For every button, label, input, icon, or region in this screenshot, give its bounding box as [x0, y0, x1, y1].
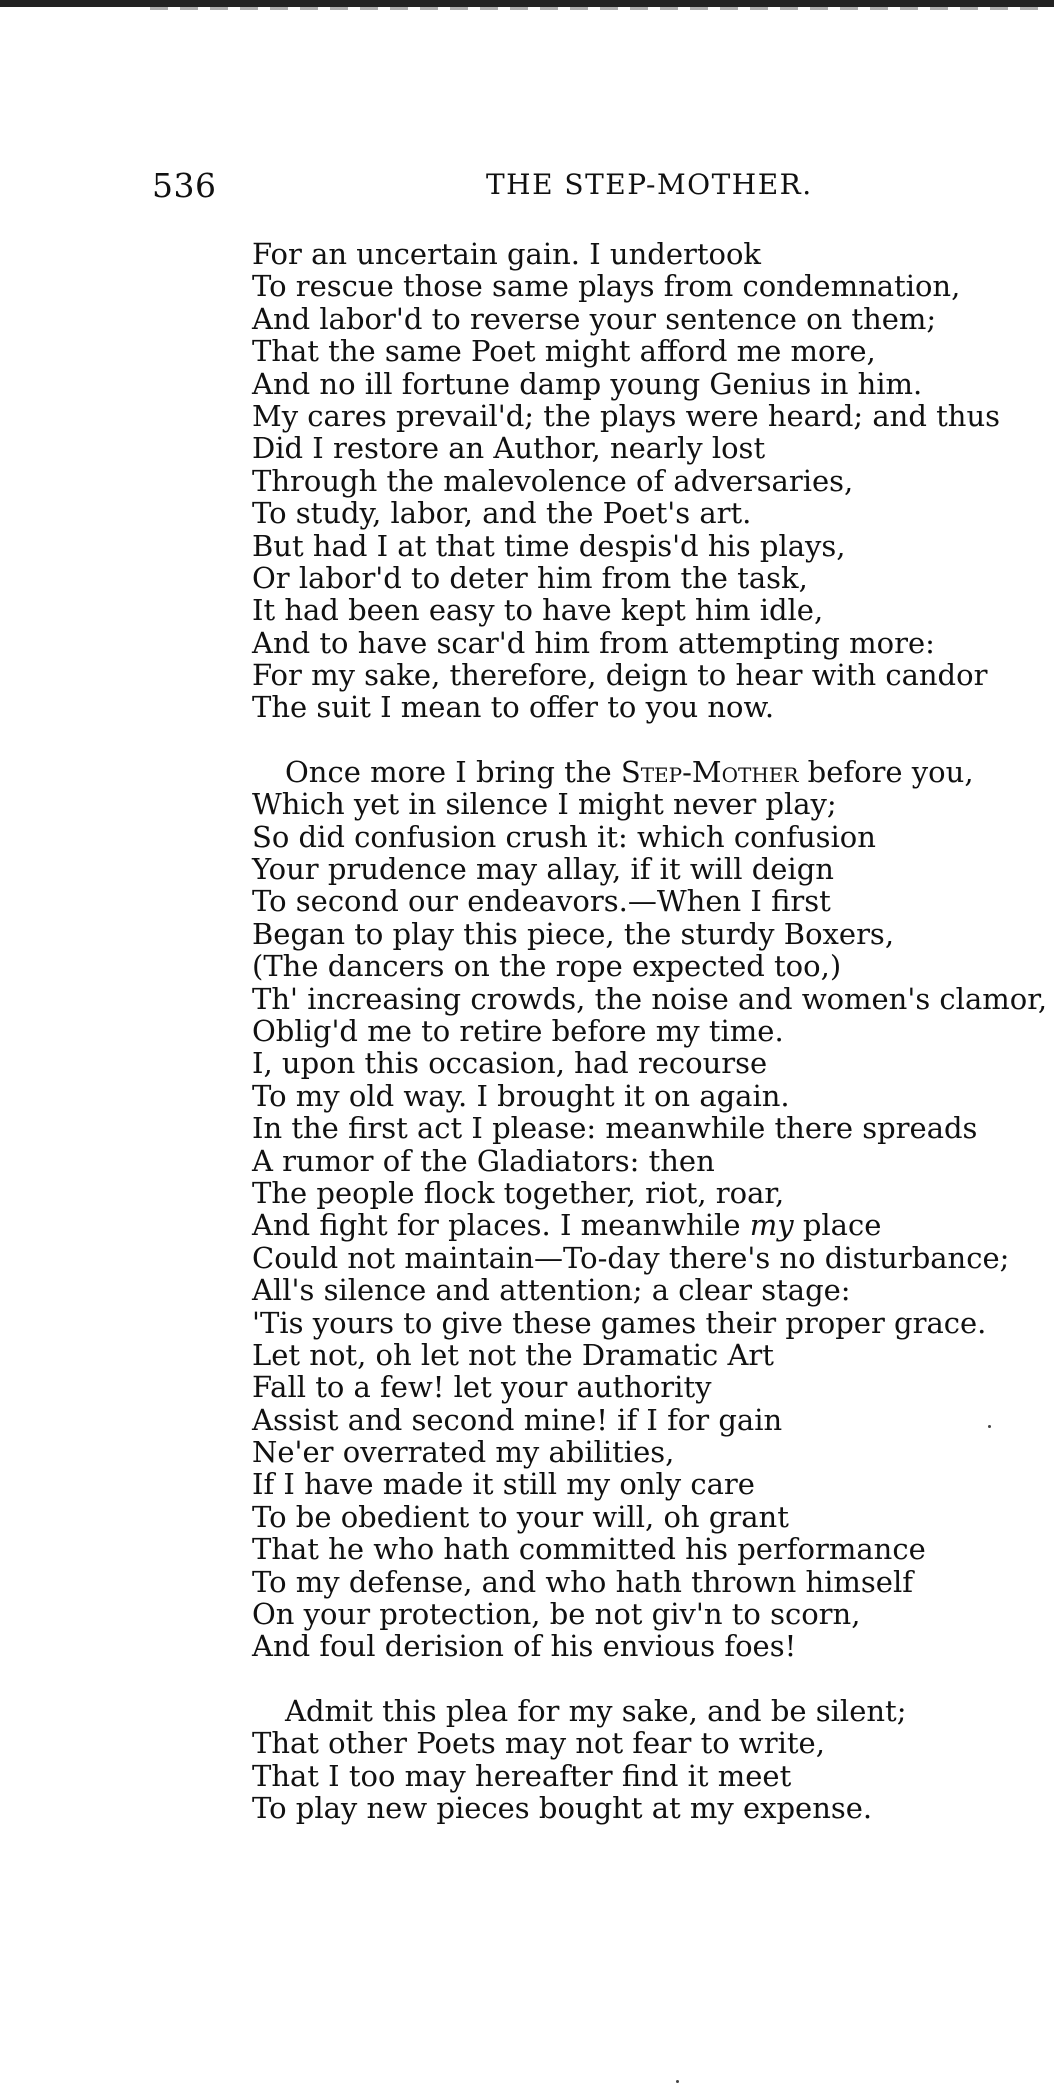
- verse-line: Your prudence may allay, if it will deign: [252, 852, 834, 887]
- verse-line: To be obedient to your will, oh grant: [252, 1499, 789, 1534]
- verse-line: That I too may hereafter find it meet: [252, 1758, 792, 1793]
- stanza-1: [252, 238, 1052, 724]
- verse-line: Oblig'd me to retire before my time.: [252, 1013, 784, 1048]
- verse-line: That the same Poet might afford me more,: [252, 334, 876, 369]
- verse-line: In the first act I please: meanwhile there spreads: [252, 1111, 978, 1146]
- verse-line: And labor'd to reverse your sentence on them;: [252, 301, 937, 336]
- verse-line: Which yet in silence I might never play;: [252, 787, 837, 822]
- verse-line-first: Admit this plea for my sake, and be silent;: [285, 1693, 907, 1728]
- verse-line: For my sake, therefore, deign to hear with candor: [252, 658, 988, 693]
- verse-line: To rescue those same plays from condemnation,: [252, 269, 961, 304]
- verse-line: Began to play this piece, the sturdy Boxers,: [252, 916, 895, 951]
- emphasis-word: my: [749, 1208, 794, 1243]
- verse-line: A rumor of the Gladiators: then: [252, 1143, 715, 1178]
- poem-body: [252, 238, 1052, 1824]
- verse-line: To second our endeavors.—When I first: [252, 884, 831, 919]
- verse-line: Fall to a few! let your authority: [252, 1370, 712, 1405]
- page-header: [0, 166, 1054, 206]
- verse-line: That he who hath committed his performance: [252, 1532, 926, 1567]
- verse-line: I, upon this occasion, had recourse: [252, 1046, 768, 1081]
- verse-line: Through the malevolence of adversaries,: [252, 463, 854, 498]
- verse-line: All's silence and attention; a clear stage:: [252, 1273, 851, 1308]
- page-number: 536: [152, 166, 217, 205]
- verse-line: To my defense, and who hath thrown himself: [252, 1564, 913, 1599]
- stanza-3: [252, 1695, 1052, 1825]
- verse-line: Ne'er overrated my abilities,: [252, 1435, 675, 1470]
- verse-line: Did I restore an Author, nearly lost: [252, 431, 766, 466]
- top-border-fade: [150, 7, 1050, 10]
- verse-line: To play new pieces bought at my expense.: [252, 1790, 873, 1825]
- play-title: Step-Mother: [620, 754, 799, 789]
- ink-speck: [988, 1425, 991, 1428]
- verse-line: Could not maintain—To-day there's no disturbance;: [252, 1240, 1010, 1275]
- verse-line: The suit I mean to offer to you now.: [252, 690, 775, 725]
- verse-line: So did confusion crush it: which confusion: [252, 819, 876, 854]
- verse-line: (The dancers on the rope expected too,): [252, 949, 842, 984]
- verse-line: The people flock together, riot, roar,: [252, 1175, 785, 1210]
- verse-line: My cares prevail'd; the plays were heard; and thus: [252, 398, 1001, 433]
- verse-text: before you,: [798, 754, 974, 789]
- verse-line: Or labor'd to deter him from the task,: [252, 560, 808, 595]
- stanza-2: [252, 756, 1052, 1663]
- verse-line-first: [252, 756, 1052, 788]
- verse-text: And fight for places. I meanwhile: [252, 1208, 750, 1243]
- verse-line: If I have made it still my only care: [252, 1467, 755, 1502]
- top-border-rule: [0, 0, 1054, 7]
- verse-line-italic: [252, 1209, 1052, 1241]
- running-title: THE STEP-MOTHER.: [486, 168, 813, 201]
- verse-line: To my old way. I brought it on again.: [252, 1078, 790, 1113]
- verse-text: place: [793, 1208, 882, 1243]
- verse-line: On your protection, be not giv'n to scorn,: [252, 1597, 861, 1632]
- verse-line: And no ill fortune damp young Genius in him.: [252, 366, 923, 401]
- verse-line: For an uncertain gain. I undertook: [252, 237, 762, 271]
- verse-line: Th' increasing crowds, the noise and women's clamor,: [252, 981, 1048, 1016]
- verse-line: To study, labor, and the Poet's art.: [252, 496, 752, 531]
- verse-line: That other Poets may not fear to write,: [252, 1726, 825, 1761]
- verse-line: Assist and second mine! if I for gain: [252, 1402, 783, 1437]
- verse-line: And foul derision of his envious foes!: [252, 1629, 797, 1664]
- verse-line: But had I at that time despis'd his plays,: [252, 528, 846, 563]
- ink-speck: [676, 2080, 679, 2083]
- verse-text: Once more I bring the: [285, 754, 621, 789]
- verse-line: And to have scar'd him from attempting more:: [252, 625, 935, 660]
- verse-line: It had been easy to have kept him idle,: [252, 593, 824, 628]
- verse-line: Let not, oh let not the Dramatic Art: [252, 1337, 774, 1372]
- verse-line: 'Tis yours to give these games their proper grace.: [252, 1305, 987, 1340]
